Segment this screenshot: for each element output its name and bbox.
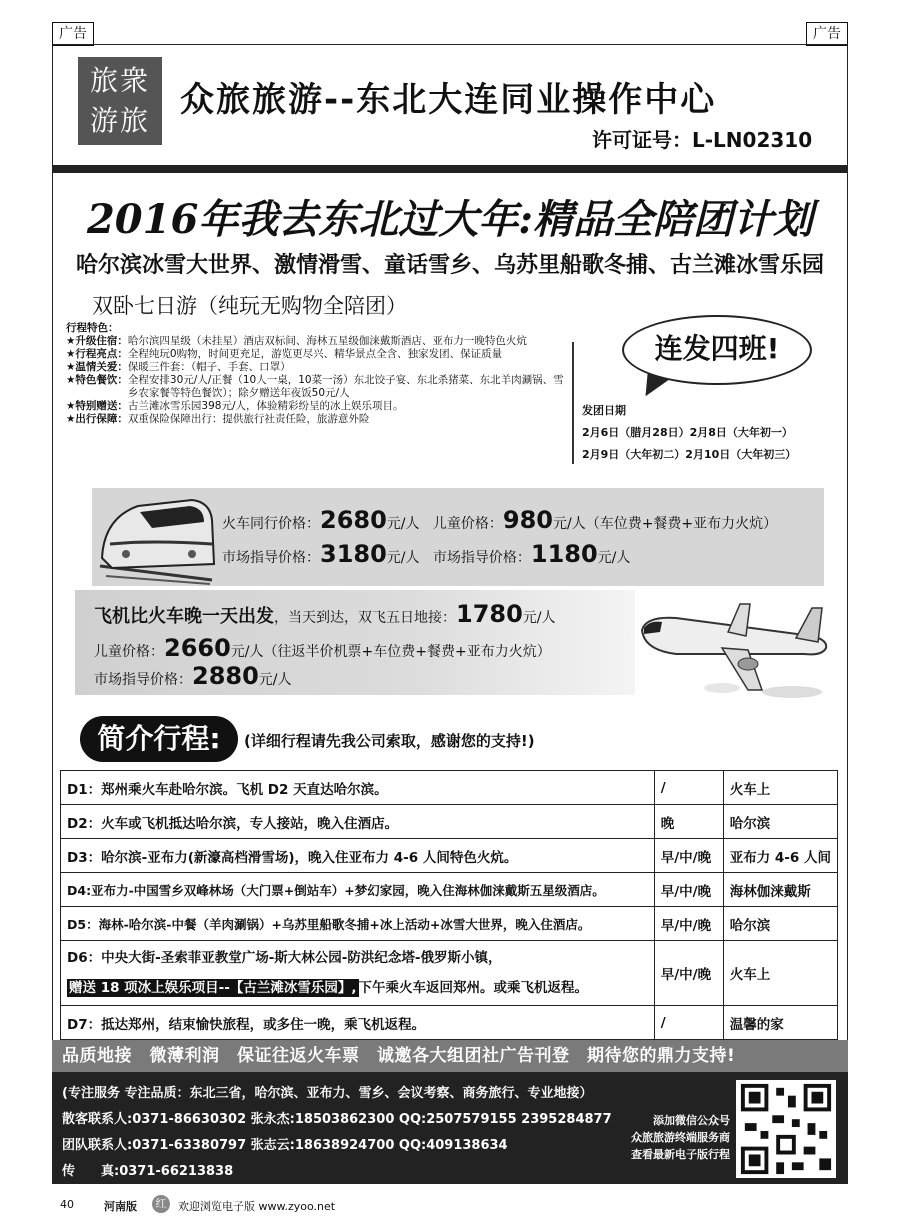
day-desc-tail: 下午乘火车返回郑州。或乘飞机返程。 bbox=[358, 980, 589, 996]
itinerary-table bbox=[60, 770, 838, 1040]
day-meal: 早/中/晚 bbox=[654, 941, 723, 1006]
logo-line-1: 旅衆 bbox=[89, 64, 150, 97]
table-row bbox=[61, 941, 838, 1006]
license-number: 许可证号：L-LN02310 bbox=[592, 128, 813, 152]
train-child-note: 元/人（车位费+餐费+亚布力火炕） bbox=[552, 516, 778, 532]
feature-label: ★特色餐饮： bbox=[66, 374, 128, 386]
feature-item bbox=[66, 413, 571, 426]
plane-price-line-3 bbox=[94, 662, 292, 690]
day-desc: D4:亚布力-中国雪乡双峰林场（大门票+倒站车）+梦幻家园，晚入住海林伽涞戴斯五星级酒店。 bbox=[61, 873, 655, 907]
table-row bbox=[61, 805, 838, 839]
price-unit: 元/人 bbox=[386, 516, 420, 532]
plane-price-line-2 bbox=[94, 634, 551, 662]
qr-note-1: 添加微信公众号 bbox=[653, 1114, 730, 1127]
attractions-subtitle: 哈尔滨冰雪大世界、激情滑雪、童话雪乡、乌苏里船歌冬捕、古兰滩冰雪乐园 bbox=[75, 253, 824, 278]
slogan-bar: 品质地接 微薄利润 保证往返火车票 诚邀各大组团社广告刊登 期待您的鼎力支持! bbox=[52, 1040, 848, 1072]
train-child-market-label: 市场指导价格： bbox=[432, 550, 531, 566]
day-stay: 火车上 bbox=[723, 771, 837, 805]
day-meal: 早/中/晚 bbox=[654, 839, 723, 873]
feature-item bbox=[66, 348, 571, 361]
logo-line-2: 游旅 bbox=[89, 104, 150, 137]
feature-text: 全程安排30元/人/正餐（10人一桌，10菜一汤）东北饺子宴、东北杀猪菜、东北羊肉涮锅、雪乡农家餐等特色餐饮）；除夕赠送年夜饭50元/人 bbox=[127, 374, 564, 399]
fax-contact: 传 真:0371-66213838 bbox=[62, 1164, 234, 1179]
day-meal: 晚 bbox=[654, 805, 723, 839]
edition-label: 河南版 bbox=[104, 1200, 137, 1213]
price-unit: 元/人 bbox=[522, 610, 556, 626]
train-peer-label: 火车同行价格： bbox=[222, 516, 320, 532]
tour-type: 双卧七日游（纯玩无购物全陪团） bbox=[92, 294, 407, 318]
feature-text: 哈尔滨四星级（未挂星）酒店双标间、海林五星级伽涞戴斯酒店、亚布力一晚特色火炕 bbox=[127, 335, 527, 347]
table-row bbox=[61, 771, 838, 805]
day-desc-cell bbox=[61, 941, 655, 1006]
airplane-icon bbox=[636, 596, 832, 700]
day-stay: 亚布力 4-6 人间 bbox=[723, 839, 837, 873]
qr-note-3: 查看最新电子版行程 bbox=[631, 1148, 730, 1161]
price-unit: 元/人 bbox=[597, 550, 631, 566]
day-desc: D5：海林-哈尔滨-中餐（羊肉涮锅）+乌苏里船歌冬捕+冰上活动+冰雪大世界，晚入住酒店。 bbox=[61, 907, 655, 941]
service-line: (专注服务 专注品质：东北三省，哈尔滨、亚布力、雪乡、会议考察、商务旅行、专业地接） bbox=[62, 1086, 593, 1101]
feature-text: 古兰滩冰雪乐园398元/人，体验精彩纷呈的冰上娱乐项目。 bbox=[127, 400, 404, 412]
plane-child-price: 2660 bbox=[164, 634, 231, 662]
feature-label: ★行程亮点： bbox=[66, 348, 128, 360]
feature-text: 保暖三件套：（帽子、手套、口罩） bbox=[127, 361, 291, 373]
day-meal: / bbox=[654, 1006, 723, 1040]
retail-contact: 散客联系人:0371-86630302 张永杰:18503862300 QQ:2507579155 2395284877 bbox=[62, 1112, 612, 1127]
feature-item bbox=[66, 400, 571, 413]
train-child-price: 980 bbox=[502, 506, 553, 534]
plane-child-note: 元/人（往返半价机票+车位费+餐费+亚布力火炕） bbox=[230, 644, 551, 660]
feature-item bbox=[66, 335, 571, 348]
contact-panel bbox=[52, 1072, 848, 1184]
itinerary-note: (详细行程请先我公司索取，感谢您的支持!) bbox=[244, 732, 535, 750]
day-desc: D7：抵达郑州，结束愉快旅程，或多住一晚，乘飞机返程。 bbox=[61, 1006, 655, 1040]
plane-desc: ，当天到达，双飞五日地接： bbox=[274, 610, 456, 626]
edition-badge: 红 bbox=[152, 1195, 170, 1213]
train-child-label: 儿童价格： bbox=[432, 516, 503, 532]
train-price-line-1 bbox=[222, 506, 777, 534]
day-stay: 火车上 bbox=[723, 941, 837, 1006]
plane-price-line-1 bbox=[94, 600, 556, 628]
header-divider bbox=[52, 165, 848, 173]
table-row bbox=[61, 1006, 838, 1040]
train-market-price: 3180 bbox=[320, 540, 387, 568]
plane-child-label: 儿童价格： bbox=[94, 644, 164, 660]
table-row bbox=[61, 907, 838, 941]
qr-code-icon[interactable] bbox=[736, 1080, 836, 1178]
plane-headline: 飞机比火车晚一天出发 bbox=[94, 606, 274, 627]
day-highlight: 赠送 18 项冰上娱乐项目--【古兰滩冰雪乐园】, bbox=[69, 980, 357, 996]
footer-website[interactable]: 欢迎浏览电子版 www.zyoo.net bbox=[178, 1200, 336, 1213]
train-market-label: 市场指导价格： bbox=[222, 550, 320, 566]
price-unit: 元/人 bbox=[258, 672, 292, 688]
company-logo bbox=[78, 57, 162, 145]
day-meal: 早/中/晚 bbox=[654, 873, 723, 907]
day-meal: / bbox=[654, 771, 723, 805]
feature-label: ★出行保障： bbox=[66, 413, 128, 425]
company-name: 众旅旅游--东北大连同业操作中心 bbox=[180, 80, 717, 120]
feature-text: 全程纯玩0购物，时间更充足，游览更尽兴、精华景点全含、独家发团、保证质量 bbox=[127, 348, 503, 360]
group-contact: 团队联系人:0371-63380797 张志云:18638924700 QQ:409138634 bbox=[62, 1138, 508, 1153]
plane-market-label: 市场指导价格： bbox=[94, 672, 192, 688]
page-number: 40 bbox=[60, 1198, 74, 1211]
train-price-line-2 bbox=[222, 540, 630, 568]
table-row bbox=[61, 873, 838, 907]
day-stay: 海林伽涞戴斯 bbox=[723, 873, 837, 907]
day-desc: D1：郑州乘火车赴哈尔滨。飞机 D2 天直达哈尔滨。 bbox=[61, 771, 655, 805]
day-meal: 早/中/晚 bbox=[654, 907, 723, 941]
train-icon bbox=[92, 488, 220, 586]
day-desc: D3：哈尔滨-亚布力(新濠高档滑雪场)，晚入住亚布力 4-6 人间特色火炕。 bbox=[61, 839, 655, 873]
table-row bbox=[61, 839, 838, 873]
day-stay: 哈尔滨 bbox=[723, 907, 837, 941]
qr-note-2: 众旅旅游终端服务商 bbox=[631, 1131, 730, 1144]
departures-badge: 连发四班! bbox=[622, 315, 812, 385]
departure-dates-2: 2月9日（大年初二）2月10日（大年初三） bbox=[582, 448, 797, 461]
feature-item bbox=[66, 374, 571, 400]
day-stay: 温馨的家 bbox=[723, 1006, 837, 1040]
day-stay: 哈尔滨 bbox=[723, 805, 837, 839]
ad-tag-right: 广告 bbox=[806, 22, 848, 46]
plane-price: 1780 bbox=[456, 600, 523, 628]
ad-tag-left: 广告 bbox=[52, 22, 94, 46]
features-heading: 行程特色： bbox=[66, 322, 119, 334]
plane-market-price: 2880 bbox=[192, 662, 259, 690]
features-divider bbox=[572, 342, 574, 464]
departure-dates-1: 2月6日（腊月28日）2月8日（大年初一） bbox=[582, 426, 793, 439]
day-desc: D2：火车或飞机抵达哈尔滨，专人接站，晚入住酒店。 bbox=[61, 805, 655, 839]
feature-item bbox=[66, 361, 571, 374]
feature-label: ★温情关爱： bbox=[66, 361, 128, 373]
day-desc: D6：中央大街-圣索菲亚教堂广场-斯大林公园-防洪纪念塔-俄罗斯小镇， bbox=[67, 950, 502, 966]
page-title: 2016年我去东北过大年:精品全陪团计划 bbox=[86, 196, 814, 243]
feature-label: ★升级住宿： bbox=[66, 335, 128, 347]
feature-label: ★特别赠送： bbox=[66, 400, 128, 412]
train-child-market-price: 1180 bbox=[530, 540, 598, 568]
feature-text: 双重保险保障出行：提供旅行社责任险，旅游意外险 bbox=[127, 413, 370, 425]
features-list bbox=[66, 322, 571, 426]
train-peer-price: 2680 bbox=[320, 506, 387, 534]
price-unit: 元/人 bbox=[386, 550, 420, 566]
itinerary-heading: 简介行程: bbox=[80, 716, 238, 762]
departure-label: 发团日期 bbox=[582, 404, 626, 417]
